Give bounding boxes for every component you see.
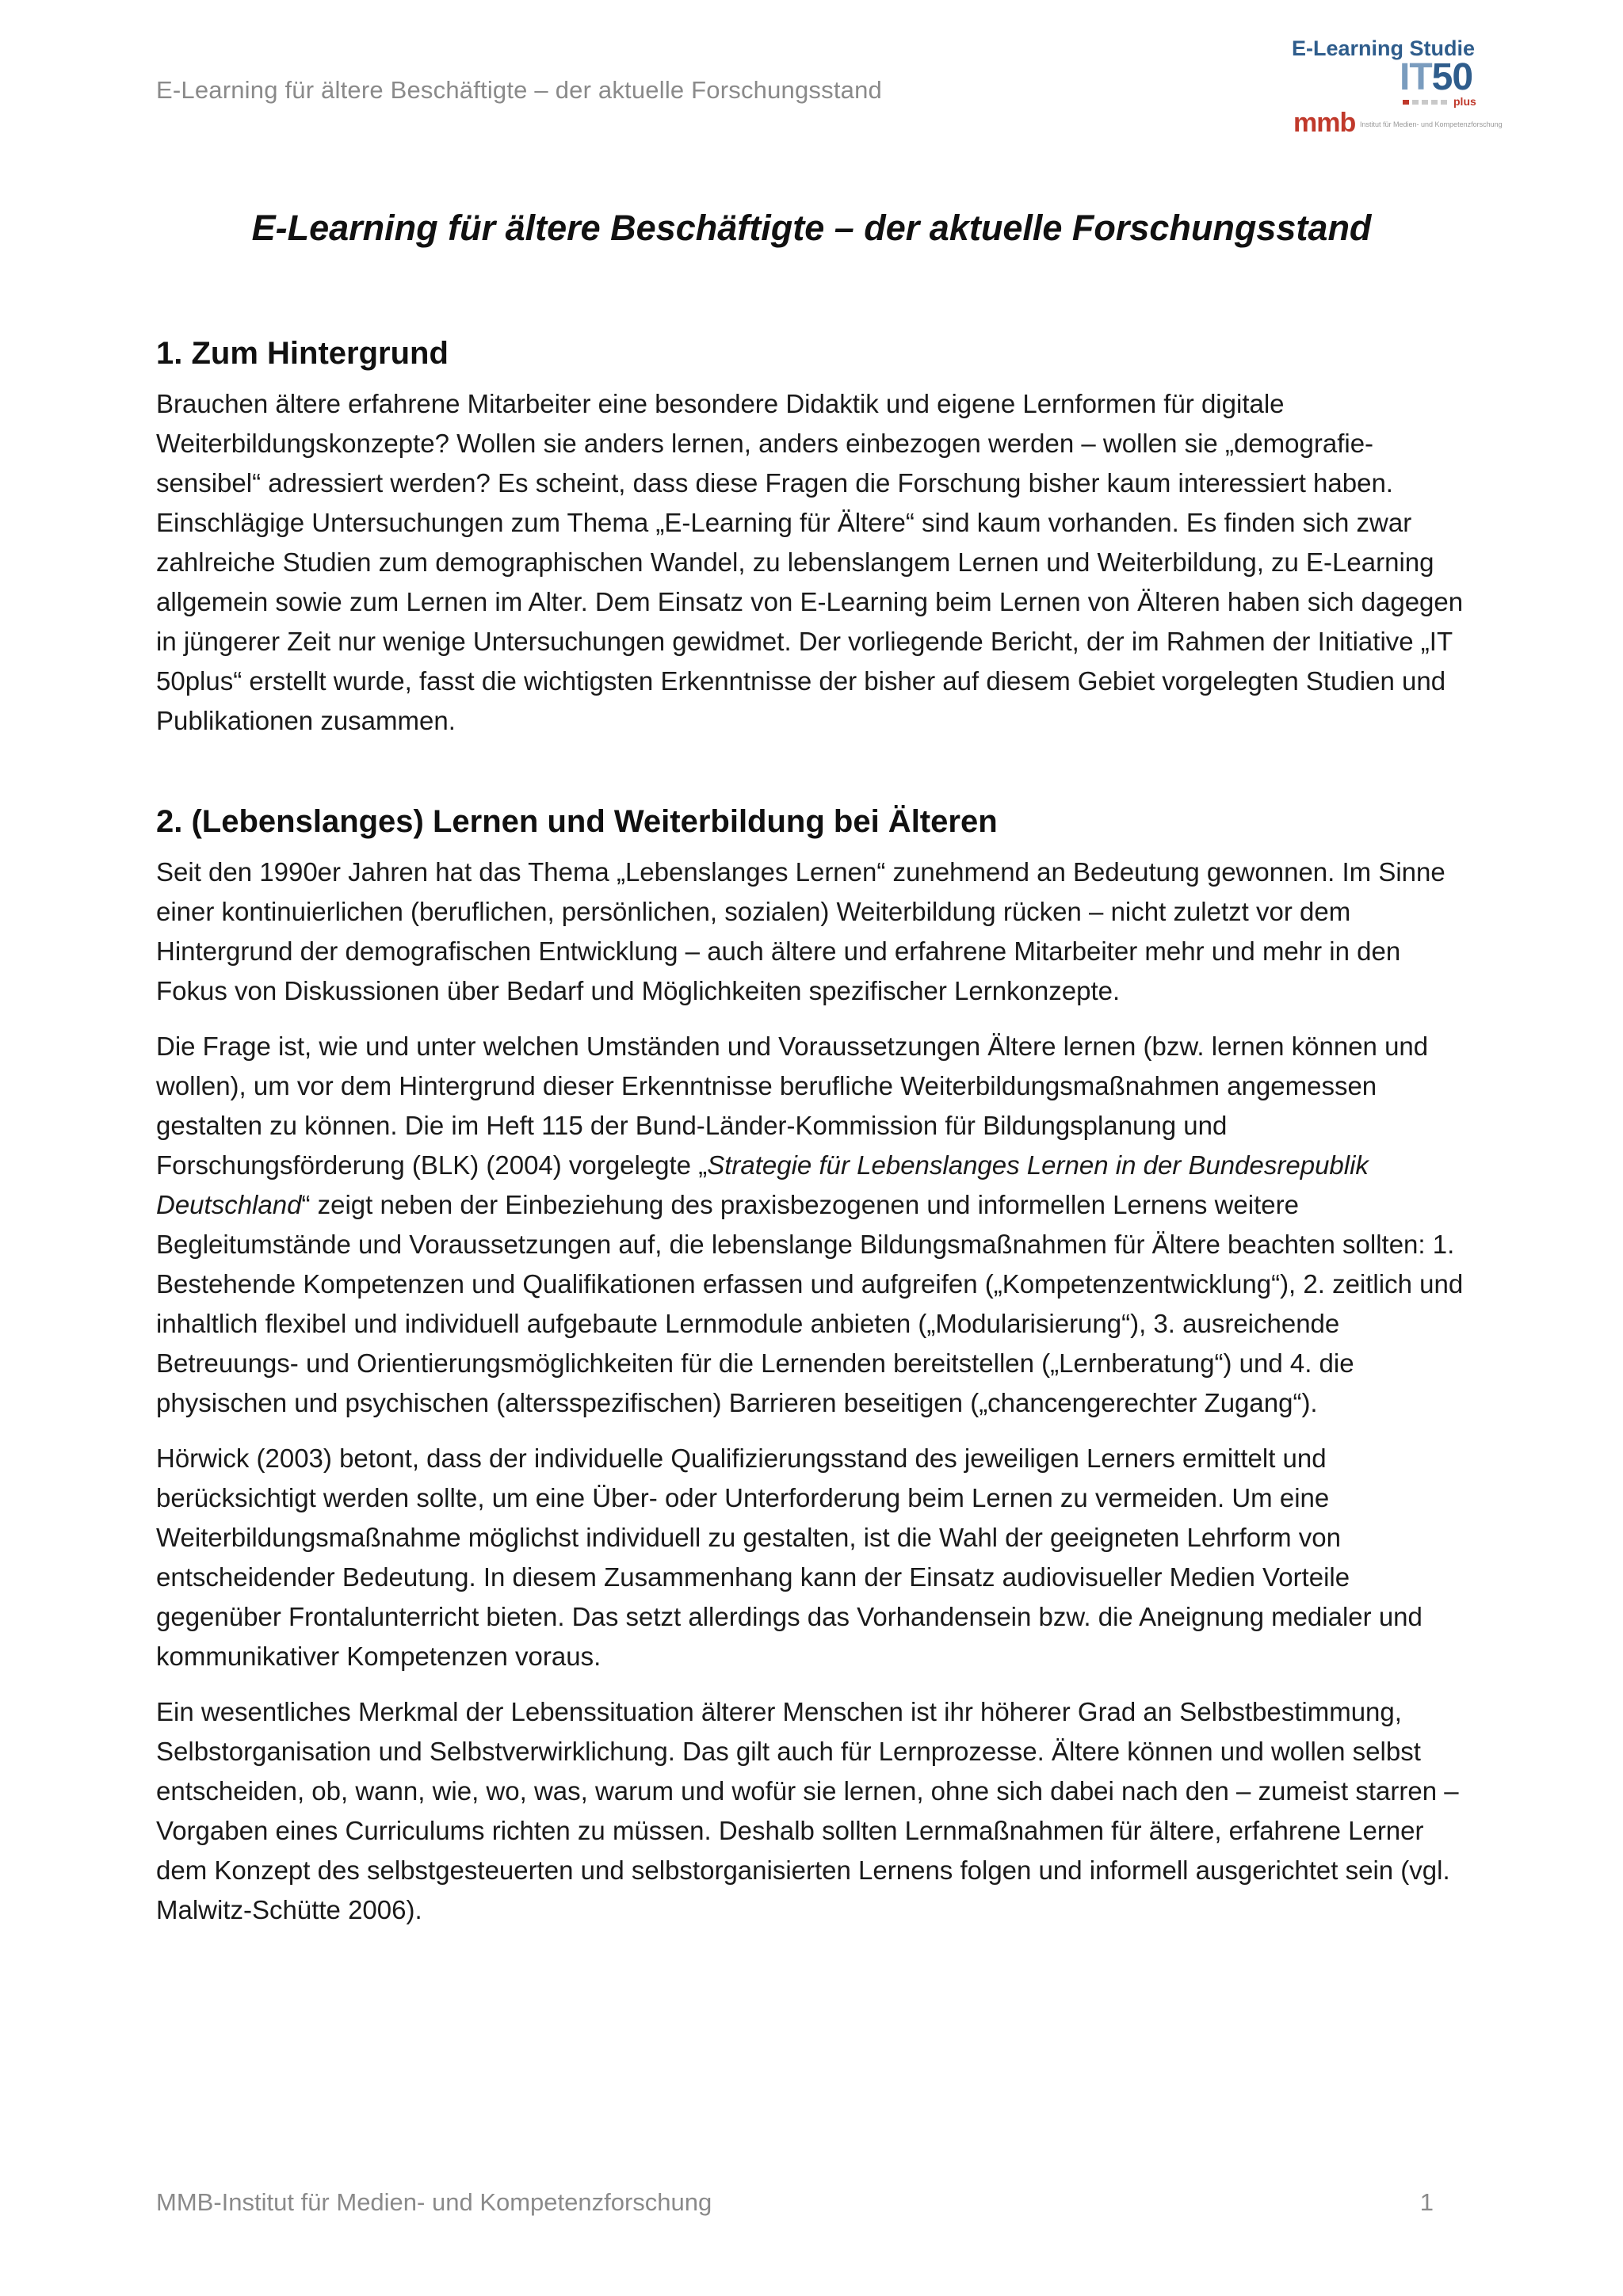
logo-it50 [1400, 56, 1473, 98]
logo-50: 50 [1431, 56, 1473, 98]
page-footer [156, 2188, 1434, 2217]
logo-dots [1403, 100, 1450, 105]
document-title: E-Learning für ältere Beschäftigte – der aktuelle Forschungsstand [251, 208, 1372, 248]
footer-institute: MMB-Institut für Medien- und Kompetenzforschung [156, 2188, 712, 2216]
mmb-logo: mmb [1293, 108, 1356, 138]
paragraph: Hörwick (2003) betont, dass der individuelle Qualifizierungsstand des jeweiligen Lerners ermittelt und berücksichtigt werden sollte, um eine Über- oder Unterforderung beim Lernen zu vermeiden. Um eine Weiterbildungsmaßnahme möglichst individuell zu gestalten, ist die Wahl der geeigneten Lehrform von entscheidender Bedeutung. In diesem Zusammenhang kann der Einsatz audiovisueller Medien Vorteile gegenüber Frontalunterricht bieten. Das setzt allerdings das Vorhandensein bzw. die Aneignung medialer und kommunikativer Kompetenzen voraus. [156, 1444, 1423, 1671]
logo-plus: plus [1453, 95, 1476, 108]
paragraph: Die Frage ist, wie und unter welchen Umständen und Voraussetzungen Ältere lernen (bzw. lernen können und wollen), um vor dem Hintergrund dieser Erkenntnisse berufliche Weiterbildungsmaßnahmen angemessen gestalten zu können. Die im Heft 115 der Bund-Länder-Kommission für Bildungsplanung und Forschungsförderung (BLK) (2004) vorgelegte „Strategie für Lebenslanges Lernen in der Bundesrepublik Deutschland“ zeigt neben der Einbeziehung des praxisbezogenen und informellen Lernens weitere Begleitumstände und Voraussetzungen auf, die lebenslange Bildungsmaßnahmen für Ältere beachten sollten: 1. Bestehende Kompetenzen und Qualifikationen erfassen und aufgreifen („Kompetenzentwicklung“), 2. zeitlich und inhaltlich flexibel und individuell aufgebaute Lernmodule anbieten („Modularisierung“), 3. ausreichende Betreuungs- und Orientierungsmöglichkeiten für die Lernenden bereitstellen („Lernberatung“) und 4. die physischen und psychischen (altersspezifischen) Barrieren beseitigen („chancengerechter Zugang“). [156, 1032, 1464, 1417]
logo-title: E-Learning Studie [1292, 36, 1476, 60]
e-learning-studie-logo [1284, 33, 1503, 144]
document-body [156, 336, 1472, 1946]
section-lifelong-learning [156, 804, 1472, 1930]
paragraph: Seit den 1990er Jahren hat das Thema „Lebenslanges Lernen“ zunehmend an Bedeutung gewonnen. Im Sinne einer kontinuierlichen (beruflichen, persönlichen, sozialen) Weiterbildung rücken – nicht zuletzt vor dem Hintergrund der demografischen Entwicklung – auch ältere und erfahrene Mitarbeiter mehr und mehr in den Fokus von Diskussionen über Bedarf und Möglichkeiten spezifischer Lernkonzepte. [156, 857, 1445, 1005]
page-number: 1 [1419, 2188, 1434, 2216]
paragraph: Brauchen ältere erfahrene Mitarbeiter eine besondere Didaktik und eigene Lernformen für digitale Weiterbildungskonzepte? Wollen sie anders lernen, anders einbezogen werden – wollen sie „demografie-sensibel“ adressiert werden? Es scheint, dass diese Fragen die Forschung bisher kaum interessiert haben. Einschlägige Untersuchungen zum Thema „E-Learning für Ältere“ sind kaum vorhanden. Es finden sich zwar zahlreiche Studien zum demographischen Wandel, zu lebenslangem Lernen und Weiterbildung, zu E-Learning allgemein sowie zum Lernen im Alter. Dem Einsatz von E-Learning beim Lernen von Älteren haben sich dagegen in jüngerer Zeit nur wenige Untersuchungen gewidmet. Der vorliegende Bericht, der im Rahmen der Initiative „IT 50plus“ erstellt wurde, fasst die wichtigsten Erkenntnisse der bisher auf diesem Gebiet vorgelegten Studien und Publikationen zusammen. [156, 389, 1464, 735]
mmb-tagline: Institut für Medien- und Kompetenzforschung [1360, 120, 1503, 128]
section-background [156, 336, 1472, 741]
citation-title: Strategie für Lebenslanges Lernen in der Bundesrepublik Deutschland [156, 1150, 1369, 1219]
section-heading: 1. Zum Hintergrund [156, 336, 449, 371]
section-heading: 2. (Lebenslanges) Lernen und Weiterbildung bei Älteren [156, 804, 998, 839]
logo-it: IT [1400, 56, 1432, 98]
paragraph: Ein wesentliches Merkmal der Lebenssituation älterer Menschen ist ihr höherer Grad an Selbstbestimmung, Selbstorganisation und Selbstverwirklichung. Das gilt auch für Lernprozesse. Ältere können und wollen selbst entscheiden, ob, wann, wie, wo, was, warum und wofür sie lernen, ohne sich dabei nach den – zumeist starren – Vorgaben eines Curriculums richten zu müssen. Deshalb sollten Lernmaßnahmen für ältere, erfahrene Lerner dem Konzept des selbstgesteuerten und selbstorganisierten Lernens folgen und informell ausgerichtet sein (vgl. Malwitz-Schütte 2006). [156, 1697, 1459, 1924]
running-header: E-Learning für ältere Beschäftigte – der aktuelle Forschungsstand [156, 76, 882, 104]
